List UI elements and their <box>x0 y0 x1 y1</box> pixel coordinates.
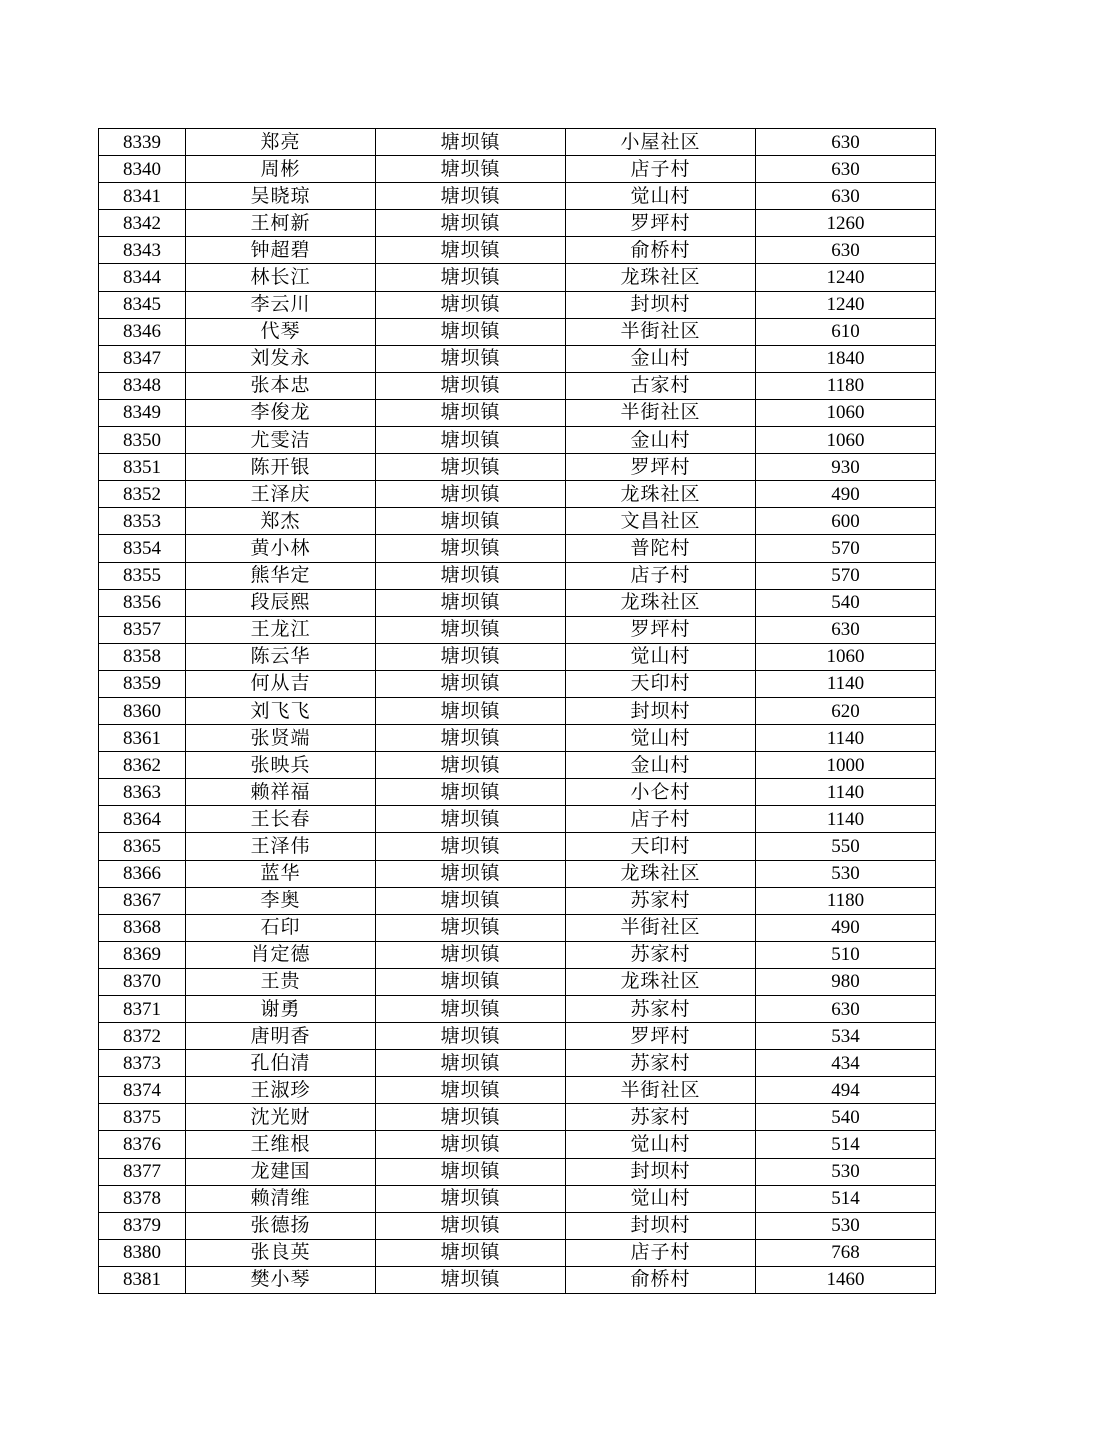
cell-amount: 514 <box>756 1185 936 1212</box>
cell-amount: 1140 <box>756 779 936 806</box>
table-row <box>99 1158 936 1185</box>
cell-id: 8375 <box>99 1104 186 1131</box>
cell-town: 塘坝镇 <box>376 1050 566 1077</box>
cell-amount: 630 <box>756 156 936 183</box>
cell-village: 天印村 <box>566 670 756 697</box>
cell-id: 8365 <box>99 833 186 860</box>
cell-town: 塘坝镇 <box>376 833 566 860</box>
cell-village: 苏家村 <box>566 1050 756 1077</box>
cell-id: 8370 <box>99 968 186 995</box>
cell-id: 8373 <box>99 1050 186 1077</box>
cell-village: 半街社区 <box>566 399 756 426</box>
table-row <box>99 725 936 752</box>
cell-id: 8367 <box>99 887 186 914</box>
cell-town: 塘坝镇 <box>376 914 566 941</box>
cell-village: 店子村 <box>566 806 756 833</box>
cell-name: 郑杰 <box>186 508 376 535</box>
cell-amount: 510 <box>756 941 936 968</box>
cell-id: 8358 <box>99 643 186 670</box>
cell-id: 8366 <box>99 860 186 887</box>
cell-town: 塘坝镇 <box>376 752 566 779</box>
cell-id: 8380 <box>99 1239 186 1266</box>
table-row <box>99 941 936 968</box>
cell-town: 塘坝镇 <box>376 237 566 264</box>
cell-id: 8346 <box>99 318 186 345</box>
cell-town: 塘坝镇 <box>376 399 566 426</box>
cell-village: 觉山村 <box>566 1131 756 1158</box>
table-row <box>99 562 936 589</box>
cell-amount: 490 <box>756 481 936 508</box>
cell-name: 王泽庆 <box>186 481 376 508</box>
table-row <box>99 968 936 995</box>
cell-amount: 514 <box>756 1131 936 1158</box>
cell-id: 8353 <box>99 508 186 535</box>
cell-id: 8340 <box>99 156 186 183</box>
cell-name: 王维根 <box>186 1131 376 1158</box>
cell-amount: 1140 <box>756 725 936 752</box>
cell-village: 金山村 <box>566 345 756 372</box>
cell-id: 8359 <box>99 670 186 697</box>
cell-amount: 930 <box>756 454 936 481</box>
cell-name: 肖定德 <box>186 941 376 968</box>
table-body <box>99 129 936 1294</box>
cell-name: 张映兵 <box>186 752 376 779</box>
cell-town: 塘坝镇 <box>376 996 566 1023</box>
cell-village: 苏家村 <box>566 996 756 1023</box>
cell-town: 塘坝镇 <box>376 589 566 616</box>
cell-town: 塘坝镇 <box>376 616 566 643</box>
cell-village: 苏家村 <box>566 941 756 968</box>
cell-village: 封坝村 <box>566 1212 756 1239</box>
cell-village: 半街社区 <box>566 318 756 345</box>
cell-amount: 1000 <box>756 752 936 779</box>
table-row <box>99 345 936 372</box>
cell-name: 赖清维 <box>186 1185 376 1212</box>
cell-village: 天印村 <box>566 833 756 860</box>
cell-town: 塘坝镇 <box>376 968 566 995</box>
cell-town: 塘坝镇 <box>376 887 566 914</box>
cell-village: 古家村 <box>566 372 756 399</box>
cell-id: 8342 <box>99 210 186 237</box>
cell-id: 8364 <box>99 806 186 833</box>
cell-id: 8362 <box>99 752 186 779</box>
table-row <box>99 616 936 643</box>
cell-amount: 1060 <box>756 427 936 454</box>
table-row <box>99 1050 936 1077</box>
table-row <box>99 454 936 481</box>
cell-amount: 980 <box>756 968 936 995</box>
cell-town: 塘坝镇 <box>376 318 566 345</box>
cell-id: 8361 <box>99 725 186 752</box>
data-table <box>98 128 936 1294</box>
cell-amount: 620 <box>756 697 936 724</box>
cell-name: 石印 <box>186 914 376 941</box>
cell-id: 8349 <box>99 399 186 426</box>
cell-town: 塘坝镇 <box>376 1212 566 1239</box>
cell-id: 8356 <box>99 589 186 616</box>
cell-name: 郑亮 <box>186 129 376 156</box>
table-row <box>99 1023 936 1050</box>
table-row <box>99 427 936 454</box>
cell-id: 8374 <box>99 1077 186 1104</box>
cell-village: 金山村 <box>566 752 756 779</box>
table-row <box>99 399 936 426</box>
cell-name: 黄小林 <box>186 535 376 562</box>
cell-town: 塘坝镇 <box>376 941 566 968</box>
cell-town: 塘坝镇 <box>376 725 566 752</box>
cell-village: 俞桥村 <box>566 237 756 264</box>
cell-amount: 630 <box>756 183 936 210</box>
cell-id: 8379 <box>99 1212 186 1239</box>
cell-village: 苏家村 <box>566 1104 756 1131</box>
cell-amount: 570 <box>756 535 936 562</box>
cell-name: 蓝华 <box>186 860 376 887</box>
cell-id: 8351 <box>99 454 186 481</box>
cell-name: 樊小琴 <box>186 1266 376 1293</box>
cell-town: 塘坝镇 <box>376 535 566 562</box>
table-row <box>99 643 936 670</box>
table-row <box>99 481 936 508</box>
table-row <box>99 535 936 562</box>
cell-name: 林长江 <box>186 264 376 291</box>
cell-amount: 1240 <box>756 264 936 291</box>
cell-name: 王贵 <box>186 968 376 995</box>
cell-village: 文昌社区 <box>566 508 756 535</box>
cell-amount: 550 <box>756 833 936 860</box>
cell-amount: 1260 <box>756 210 936 237</box>
cell-town: 塘坝镇 <box>376 454 566 481</box>
table-row <box>99 156 936 183</box>
cell-amount: 1180 <box>756 372 936 399</box>
cell-id: 8343 <box>99 237 186 264</box>
cell-amount: 570 <box>756 562 936 589</box>
cell-town: 塘坝镇 <box>376 697 566 724</box>
cell-town: 塘坝镇 <box>376 1023 566 1050</box>
cell-town: 塘坝镇 <box>376 643 566 670</box>
cell-village: 罗坪村 <box>566 616 756 643</box>
cell-town: 塘坝镇 <box>376 508 566 535</box>
cell-id: 8355 <box>99 562 186 589</box>
table-row <box>99 833 936 860</box>
table-row <box>99 1185 936 1212</box>
cell-village: 小屋社区 <box>566 129 756 156</box>
cell-town: 塘坝镇 <box>376 156 566 183</box>
cell-village: 封坝村 <box>566 697 756 724</box>
cell-name: 陈云华 <box>186 643 376 670</box>
table-row <box>99 1266 936 1293</box>
cell-id: 8369 <box>99 941 186 968</box>
cell-id: 8354 <box>99 535 186 562</box>
cell-id: 8352 <box>99 481 186 508</box>
cell-amount: 530 <box>756 1158 936 1185</box>
cell-id: 8376 <box>99 1131 186 1158</box>
table-row <box>99 1239 936 1266</box>
cell-id: 8381 <box>99 1266 186 1293</box>
cell-town: 塘坝镇 <box>376 481 566 508</box>
cell-amount: 540 <box>756 1104 936 1131</box>
cell-id: 8360 <box>99 697 186 724</box>
table-row <box>99 914 936 941</box>
cell-id: 8368 <box>99 914 186 941</box>
cell-name: 刘飞飞 <box>186 697 376 724</box>
cell-amount: 600 <box>756 508 936 535</box>
cell-town: 塘坝镇 <box>376 1266 566 1293</box>
cell-town: 塘坝镇 <box>376 670 566 697</box>
cell-amount: 768 <box>756 1239 936 1266</box>
cell-name: 沈光财 <box>186 1104 376 1131</box>
cell-name: 谢勇 <box>186 996 376 1023</box>
cell-name: 王淑珍 <box>186 1077 376 1104</box>
cell-town: 塘坝镇 <box>376 1185 566 1212</box>
cell-amount: 1460 <box>756 1266 936 1293</box>
cell-id: 8372 <box>99 1023 186 1050</box>
cell-town: 塘坝镇 <box>376 806 566 833</box>
cell-name: 唐明香 <box>186 1023 376 1050</box>
cell-town: 塘坝镇 <box>376 1077 566 1104</box>
cell-amount: 540 <box>756 589 936 616</box>
table-row <box>99 264 936 291</box>
cell-town: 塘坝镇 <box>376 860 566 887</box>
table-row <box>99 508 936 535</box>
cell-amount: 630 <box>756 996 936 1023</box>
cell-name: 代琴 <box>186 318 376 345</box>
table-row <box>99 887 936 914</box>
cell-id: 8357 <box>99 616 186 643</box>
table-row <box>99 1104 936 1131</box>
cell-name: 何从吉 <box>186 670 376 697</box>
cell-id: 8341 <box>99 183 186 210</box>
table-row <box>99 318 936 345</box>
cell-village: 金山村 <box>566 427 756 454</box>
cell-amount: 630 <box>756 129 936 156</box>
table-row <box>99 1077 936 1104</box>
cell-village: 觉山村 <box>566 725 756 752</box>
cell-town: 塘坝镇 <box>376 562 566 589</box>
cell-amount: 490 <box>756 914 936 941</box>
cell-village: 苏家村 <box>566 887 756 914</box>
cell-village: 半街社区 <box>566 1077 756 1104</box>
cell-village: 龙珠社区 <box>566 860 756 887</box>
table-row <box>99 1212 936 1239</box>
cell-town: 塘坝镇 <box>376 345 566 372</box>
cell-amount: 534 <box>756 1023 936 1050</box>
cell-id: 8345 <box>99 291 186 318</box>
cell-name: 段辰熙 <box>186 589 376 616</box>
cell-village: 觉山村 <box>566 183 756 210</box>
cell-village: 罗坪村 <box>566 210 756 237</box>
cell-town: 塘坝镇 <box>376 1158 566 1185</box>
cell-village: 封坝村 <box>566 1158 756 1185</box>
cell-name: 熊华定 <box>186 562 376 589</box>
cell-id: 8378 <box>99 1185 186 1212</box>
cell-id: 8344 <box>99 264 186 291</box>
table-row <box>99 291 936 318</box>
cell-amount: 1140 <box>756 670 936 697</box>
cell-village: 龙珠社区 <box>566 264 756 291</box>
table-row <box>99 237 936 264</box>
cell-name: 王泽伟 <box>186 833 376 860</box>
cell-amount: 1140 <box>756 806 936 833</box>
cell-village: 俞桥村 <box>566 1266 756 1293</box>
cell-amount: 1840 <box>756 345 936 372</box>
cell-village: 店子村 <box>566 1239 756 1266</box>
cell-village: 半街社区 <box>566 914 756 941</box>
table-row <box>99 372 936 399</box>
cell-name: 龙建国 <box>186 1158 376 1185</box>
table-row <box>99 210 936 237</box>
cell-name: 赖祥福 <box>186 779 376 806</box>
cell-amount: 1060 <box>756 399 936 426</box>
cell-amount: 530 <box>756 860 936 887</box>
cell-name: 李俊龙 <box>186 399 376 426</box>
cell-village: 店子村 <box>566 156 756 183</box>
cell-name: 王龙江 <box>186 616 376 643</box>
cell-name: 钟超碧 <box>186 237 376 264</box>
cell-amount: 610 <box>756 318 936 345</box>
cell-town: 塘坝镇 <box>376 129 566 156</box>
cell-amount: 630 <box>756 237 936 264</box>
cell-town: 塘坝镇 <box>376 1104 566 1131</box>
cell-amount: 494 <box>756 1077 936 1104</box>
table-row <box>99 752 936 779</box>
cell-village: 龙珠社区 <box>566 968 756 995</box>
cell-amount: 1180 <box>756 887 936 914</box>
cell-id: 8348 <box>99 372 186 399</box>
cell-name: 陈开银 <box>186 454 376 481</box>
cell-name: 李云川 <box>186 291 376 318</box>
table-row <box>99 697 936 724</box>
cell-name: 李奥 <box>186 887 376 914</box>
cell-town: 塘坝镇 <box>376 372 566 399</box>
cell-village: 罗坪村 <box>566 454 756 481</box>
cell-name: 尤雯洁 <box>186 427 376 454</box>
cell-amount: 434 <box>756 1050 936 1077</box>
table-row <box>99 996 936 1023</box>
cell-name: 王柯新 <box>186 210 376 237</box>
cell-id: 8371 <box>99 996 186 1023</box>
cell-id: 8363 <box>99 779 186 806</box>
cell-name: 孔伯清 <box>186 1050 376 1077</box>
cell-name: 张本忠 <box>186 372 376 399</box>
cell-town: 塘坝镇 <box>376 1239 566 1266</box>
cell-id: 8347 <box>99 345 186 372</box>
cell-town: 塘坝镇 <box>376 779 566 806</box>
cell-village: 觉山村 <box>566 1185 756 1212</box>
cell-village: 小仑村 <box>566 779 756 806</box>
cell-amount: 530 <box>756 1212 936 1239</box>
cell-name: 吴晓琼 <box>186 183 376 210</box>
cell-town: 塘坝镇 <box>376 1131 566 1158</box>
cell-name: 刘发永 <box>186 345 376 372</box>
cell-amount: 1060 <box>756 643 936 670</box>
cell-amount: 630 <box>756 616 936 643</box>
cell-name: 张德扬 <box>186 1212 376 1239</box>
cell-amount: 1240 <box>756 291 936 318</box>
cell-village: 封坝村 <box>566 291 756 318</box>
cell-village: 普陀村 <box>566 535 756 562</box>
table-row <box>99 806 936 833</box>
cell-village: 罗坪村 <box>566 1023 756 1050</box>
table-row <box>99 670 936 697</box>
cell-name: 周彬 <box>186 156 376 183</box>
cell-village: 店子村 <box>566 562 756 589</box>
table-row <box>99 1131 936 1158</box>
table-row <box>99 589 936 616</box>
cell-town: 塘坝镇 <box>376 264 566 291</box>
cell-town: 塘坝镇 <box>376 427 566 454</box>
cell-village: 龙珠社区 <box>566 481 756 508</box>
cell-id: 8377 <box>99 1158 186 1185</box>
table-row <box>99 129 936 156</box>
table-row <box>99 183 936 210</box>
cell-village: 龙珠社区 <box>566 589 756 616</box>
cell-id: 8339 <box>99 129 186 156</box>
cell-name: 张良英 <box>186 1239 376 1266</box>
cell-name: 王长春 <box>186 806 376 833</box>
cell-town: 塘坝镇 <box>376 183 566 210</box>
cell-id: 8350 <box>99 427 186 454</box>
cell-name: 张贤端 <box>186 725 376 752</box>
table-row <box>99 860 936 887</box>
cell-village: 觉山村 <box>566 643 756 670</box>
table-row <box>99 779 936 806</box>
cell-town: 塘坝镇 <box>376 291 566 318</box>
cell-town: 塘坝镇 <box>376 210 566 237</box>
